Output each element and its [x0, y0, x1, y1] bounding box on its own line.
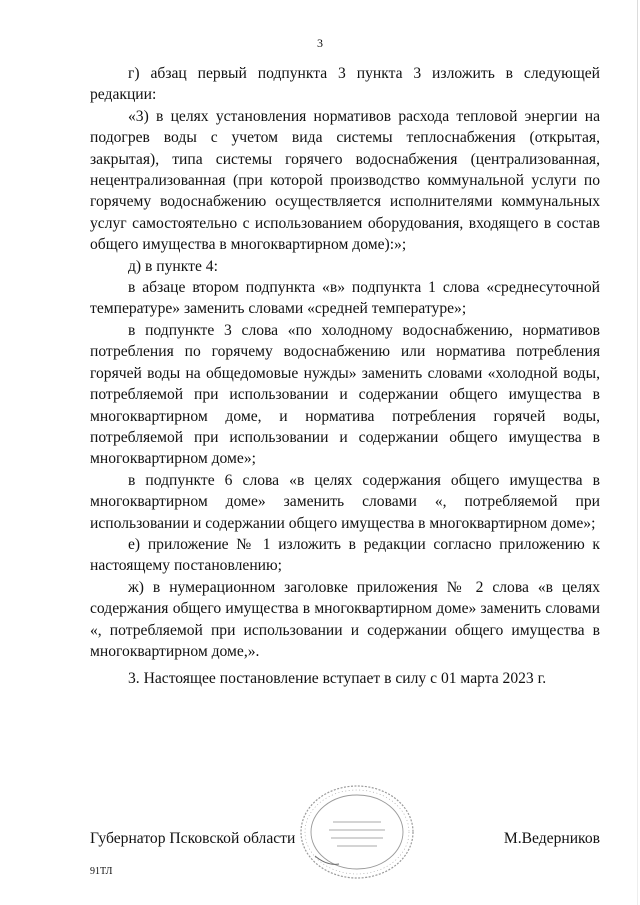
document-body — [90, 63, 600, 690]
signatory-name: М.Ведерников — [503, 830, 600, 847]
signature-block — [90, 830, 600, 854]
paragraph-effective-date: 3. Настоящее постановление вступает в силу с 01 марта 2023 г. — [128, 670, 547, 688]
paragraph-podpunkt-6: в подпункте 6 слова «в целях содержания общего имущества в многоквартирном доме» заменить словами «, потребляемой при использовании и содержании общего имущества в многоквартирном доме»; — [90, 471, 600, 532]
paragraph-e: е) приложение № 1 изложить в редакции согласно приложению к настоящему постановлению; — [90, 535, 600, 575]
paragraph-g: г) абзац первый подпункта 3 пункта 3 изложить в следующей редакции: — [90, 65, 600, 104]
paragraph-zh: ж) в нумерационном заголовке приложения № 2 слова «в целях содержания общего имущества в многоквартирном доме» заменить словами «, потребляемой при использовании и содержании общего имущества в многоквартирном доме,». — [90, 578, 600, 660]
paragraph-abzac-vtoroy: в абзаце втором подпункта «в» подпункта 1 слова «среднесуточной температуре» заменить словами «средней температуре»; — [90, 279, 600, 318]
scan-edge-line — [637, 0, 638, 905]
document-code: 91ТЛ — [90, 866, 113, 877]
paragraph-d: д) в пункте 4: — [128, 257, 218, 275]
paragraph-quoted-3: «3) в целях установления нормативов расхода тепловой энергии на подогрев воды с учетом вида системы теплоснабжения (открытая, закрытая), типа системы горячего водоснабжения (централизованная, нецентрализованная (при которой производство коммунальной услуги по горячему водоснабжению осуществляется исполнителями коммунальных услуг самостоятельно с использованием оборудования, входящего в состав общего имущества в многоквартирном доме):»; — [90, 107, 600, 254]
signatory-position: Губернатор Псковской области — [90, 830, 296, 847]
page-number: 3 — [317, 36, 323, 50]
paragraph-podpunkt-3: в подпункте 3 слова «по холодному водоснабжению, нормативов потребления по горячему водоснабжению или норматива потребления горячей воды на общедомовые нужды» заменить словами «холодной воды, потребляемой при использовании и содержании общего имущества в многоквартирном доме, и норматива потребления горячей воды, потребляемой при использовании и содержании общего имущества в многоквартирном доме»; — [90, 321, 600, 468]
